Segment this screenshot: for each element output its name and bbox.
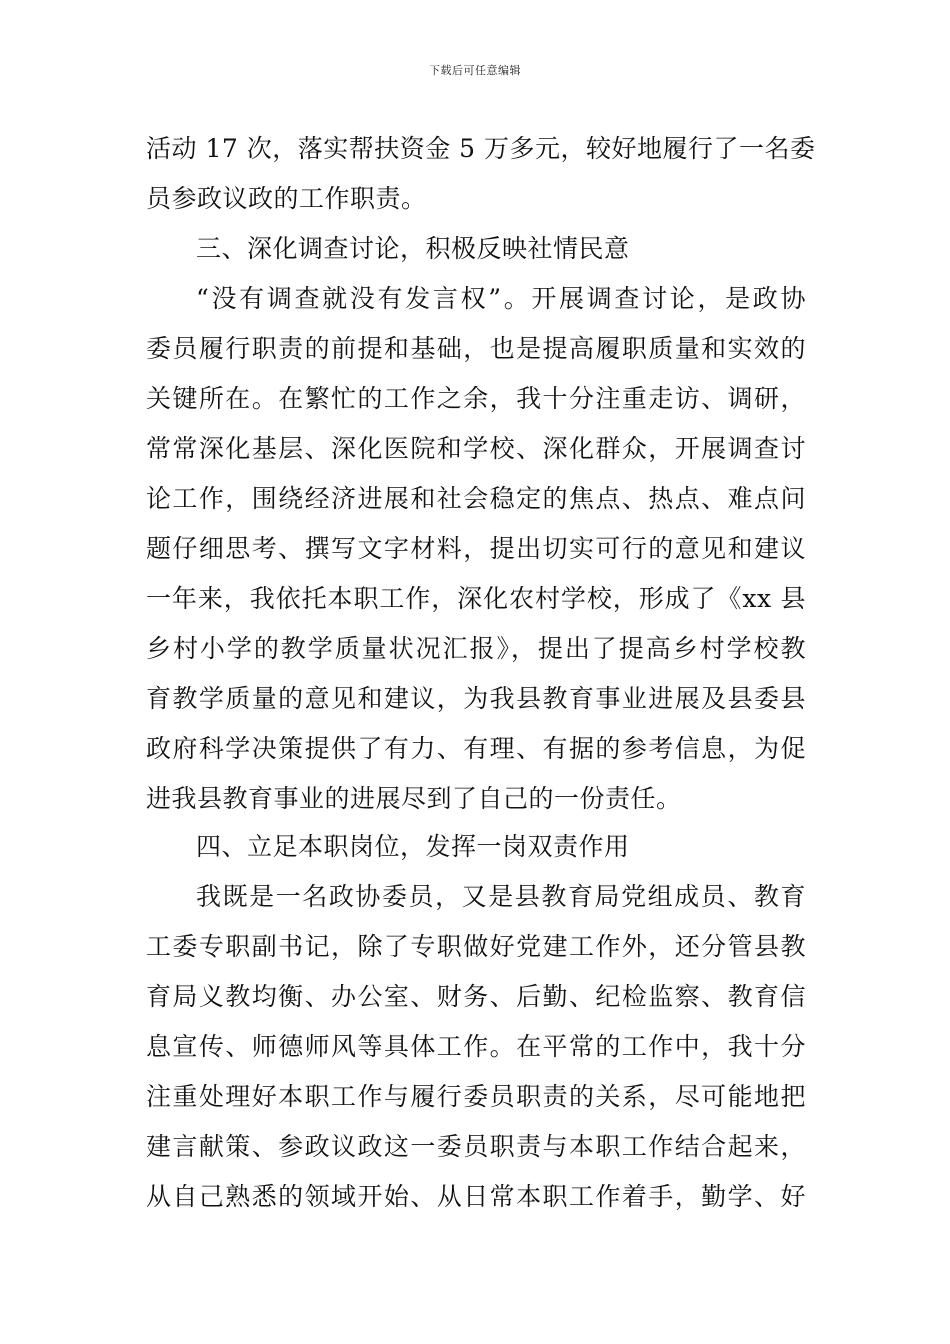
text-line: 员参政议政的工作职责。 — [146, 184, 427, 213]
text-line: 从自己熟悉的领域开始、从日常本职工作着手，勤学、好 — [146, 1182, 806, 1211]
text-line: 注重处理好本职工作与履行委员职责的关系，尽可能地把 — [146, 1082, 806, 1111]
text-line: 关键所在。在繁忙的工作之余，我十分注重走访、调研， — [146, 384, 806, 413]
text-line: 委员履行职责的前提和基础，也是提高履职质量和实效的 — [146, 334, 806, 363]
text-line: 我既是一名政协委员，又是县教育局党组成员、教育 — [196, 882, 806, 911]
text-line: 进我县教育事业的进展尽到了自己的一份责任。 — [146, 784, 682, 813]
text-line: 活动 17 次，落实帮扶资金 5 万多元，较好地履行了一名委 — [146, 134, 816, 163]
text-line: 乡村小学的教学质量状况汇报》，提出了提高乡村学校教 — [146, 634, 806, 663]
text-line: 息宣传、师德师风等具体工作。在平常的工作中，我十分 — [146, 1032, 806, 1061]
section-heading: 三、深化调查讨论，积极反映社情民意 — [196, 234, 630, 263]
text-line: 政府科学决策提供了有力、有理、有据的参考信息，为促 — [146, 734, 806, 763]
text-line: 建言献策、参政议政这一委员职责与本职工作结合起来， — [146, 1132, 806, 1161]
text-line: 题仔细思考、撰写文字材料，提出切实可行的意见和建议 — [146, 534, 806, 563]
text-line: 育教学质量的意见和建议，为我县教育事业进展及县委县 — [146, 684, 806, 713]
page-header-note: 下载后可任意编辑 — [429, 64, 521, 77]
text-line: 常常深化基层、深化医院和学校、深化群众，开展调查讨 — [146, 434, 806, 463]
text-line: 论工作，围绕经济进展和社会稳定的焦点、热点、难点问 — [146, 484, 806, 513]
text-line: 工委专职副书记，除了专职做好党建工作外，还分管县教 — [146, 932, 806, 961]
text-line: “没有调查就没有发言权”。开展调查讨论，是政协 — [196, 284, 806, 313]
text-line: 一年来，我依托本职工作，深化农村学校，形成了《xx 县 — [146, 584, 806, 613]
section-heading: 四、立足本职岗位，发挥一岗双责作用 — [196, 832, 630, 861]
text-line: 育局义教均衡、办公室、财务、后勤、纪检监察、教育信 — [146, 982, 806, 1011]
